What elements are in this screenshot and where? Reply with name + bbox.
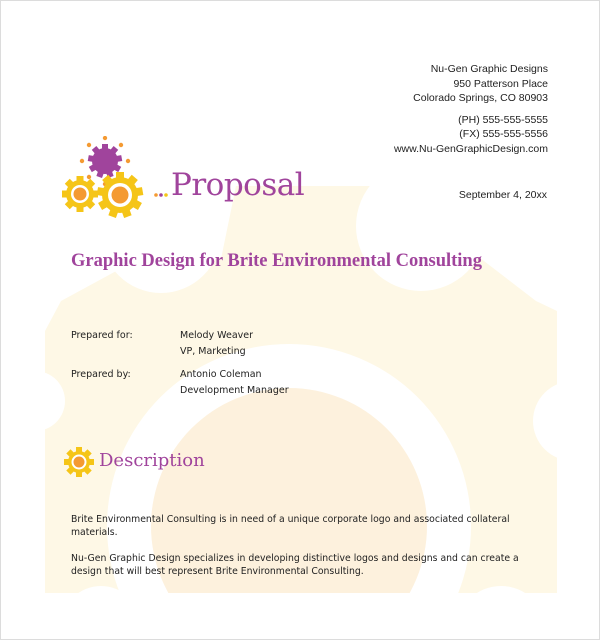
sender-phone: (PH) 555-555-5555 — [458, 113, 548, 126]
sender-fax: (FX) 555-555-5556 — [459, 128, 548, 140]
sender-address — [394, 62, 548, 156]
prepared-for-title: VP, Marketing — [180, 346, 246, 357]
proposal-subtitle: Graphic Design for Brite Environmental Consulting — [71, 251, 482, 271]
gear-icon — [63, 446, 95, 478]
sender-website: www.Nu-GenGraphicDesign.com — [393, 142, 548, 155]
prepared-by-label: Prepared by: — [71, 369, 131, 380]
document-date: September 4, 20xx — [458, 189, 547, 201]
sender-street: 950 Patterson Place — [453, 77, 548, 90]
document-title: Proposal — [171, 167, 305, 203]
description-paragraph: Brite Environmental Consulting is in need of a unique corporate logo and associated collateral materials. — [71, 514, 510, 538]
prepared-for-label: Prepared for: — [71, 330, 133, 341]
gears-logo-icon — [61, 136, 171, 218]
description-paragraph: Nu-Gen Graphic Design specializes in developing distinctive logos and designs and can create a design that will best represent Brite Environmental Consulting. — [71, 553, 519, 577]
sender-company: Nu-Gen Graphic Designs — [430, 63, 548, 75]
prepared-by-title: Development Manager — [180, 385, 289, 396]
sender-city: Colorado Springs, CO 80903 — [413, 92, 548, 104]
prepared-for-name: Melody Weaver — [180, 330, 254, 341]
prepared-by-name: Antonio Coleman — [180, 369, 262, 380]
description-heading-text: Description — [99, 450, 205, 471]
